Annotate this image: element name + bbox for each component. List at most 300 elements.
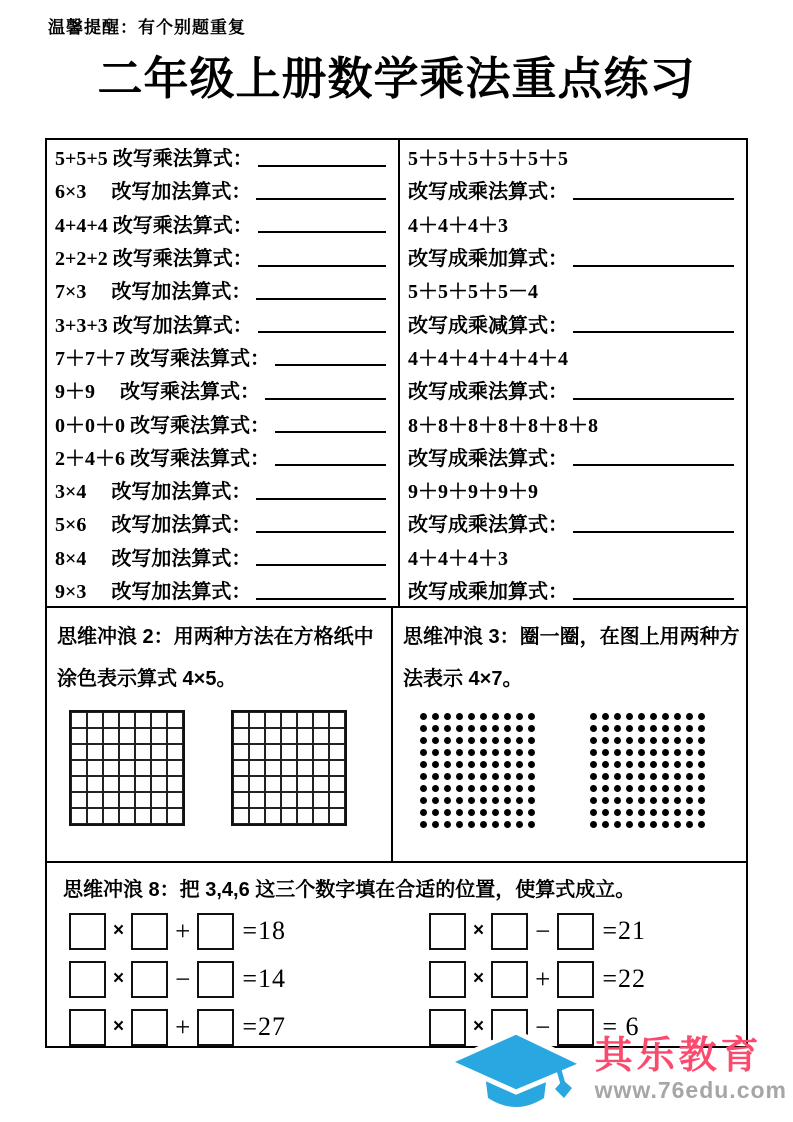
grid-cell[interactable]: [103, 728, 119, 744]
grid-cell[interactable]: [249, 776, 265, 792]
answer-blank[interactable]: [573, 265, 734, 267]
dot: [420, 749, 427, 756]
exercise-row: [400, 340, 746, 373]
grid-cell[interactable]: [265, 792, 281, 808]
dot: [420, 809, 427, 816]
grid-cell[interactable]: [281, 728, 297, 744]
answer-blank[interactable]: [256, 598, 386, 600]
grid-cell[interactable]: [71, 776, 87, 792]
dot: [480, 749, 487, 756]
dot-cell: [683, 782, 695, 794]
grid-cell[interactable]: [87, 808, 103, 824]
dot: [432, 713, 439, 720]
grid-cell[interactable]: [329, 728, 345, 744]
exercise-section: [47, 140, 746, 606]
grid-cell[interactable]: [135, 808, 151, 824]
grid-cell[interactable]: [167, 760, 183, 776]
grid-cell[interactable]: [151, 744, 167, 760]
grid-cell[interactable]: [71, 760, 87, 776]
grid-cell[interactable]: [103, 792, 119, 808]
dot: [650, 797, 657, 804]
coloring-grid[interactable]: [231, 710, 347, 826]
dot-cell: [489, 746, 501, 758]
grid-cell[interactable]: [103, 760, 119, 776]
dot-cell: [587, 770, 599, 782]
dot: [480, 797, 487, 804]
dot-cell: [501, 710, 513, 722]
grid-cell[interactable]: [87, 712, 103, 728]
dot-cell: [429, 770, 441, 782]
exercise-row: [47, 506, 398, 539]
grid-cell[interactable]: [265, 776, 281, 792]
brand-name: 其乐教育: [594, 1034, 763, 1077]
operator-sign: +: [175, 915, 191, 946]
dot: [504, 821, 511, 828]
answer-blank[interactable]: [256, 531, 386, 533]
dot: [650, 713, 657, 720]
dot-cell: [489, 770, 501, 782]
grid-cell[interactable]: [329, 744, 345, 760]
dot-cell: [623, 806, 635, 818]
grid-cell[interactable]: [151, 776, 167, 792]
grid-cell[interactable]: [249, 808, 265, 824]
grid-cell[interactable]: [313, 808, 329, 824]
fill-box[interactable]: [491, 961, 528, 998]
grid-cell[interactable]: [71, 712, 87, 728]
dot-cell: [659, 770, 671, 782]
grid-cell[interactable]: [119, 760, 135, 776]
dot: [686, 713, 693, 720]
answer-blank[interactable]: [258, 265, 386, 267]
answer-blank[interactable]: [256, 564, 386, 566]
dot-cell: [671, 722, 683, 734]
answer-blank[interactable]: [275, 464, 386, 466]
answer-blank[interactable]: [275, 431, 386, 433]
dot: [456, 809, 463, 816]
dot-cell: [623, 818, 635, 830]
grid-cell[interactable]: [135, 760, 151, 776]
dot: [638, 749, 645, 756]
dot: [590, 797, 597, 804]
dot-cell: [453, 806, 465, 818]
dot: [492, 713, 499, 720]
dot: [456, 797, 463, 804]
dot: [504, 797, 511, 804]
grid-cell[interactable]: [281, 744, 297, 760]
exercise-text: 5×6 改写加法算式：: [55, 514, 252, 537]
dot: [492, 749, 499, 756]
dot-grid[interactable]: [587, 710, 707, 830]
answer-blank[interactable]: [573, 398, 734, 400]
dot: [602, 761, 609, 768]
dot-cell: [647, 818, 659, 830]
dot: [468, 821, 475, 828]
grid-cell[interactable]: [87, 744, 103, 760]
dot-cell: [441, 818, 453, 830]
grid-cell[interactable]: [103, 712, 119, 728]
dot: [444, 713, 451, 720]
grid-cell[interactable]: [71, 728, 87, 744]
fill-box[interactable]: [557, 961, 594, 998]
dot: [590, 821, 597, 828]
dot-cell: [453, 818, 465, 830]
grid-cell[interactable]: [233, 792, 249, 808]
grid-cell[interactable]: [329, 760, 345, 776]
dot-cell: [477, 794, 489, 806]
answer-blank[interactable]: [256, 298, 386, 300]
fill-box[interactable]: [429, 961, 466, 998]
grid-cell[interactable]: [87, 776, 103, 792]
answer-blank[interactable]: [258, 165, 386, 167]
dot-cell: [683, 722, 695, 734]
grid-cell[interactable]: [87, 728, 103, 744]
grid-cell[interactable]: [281, 792, 297, 808]
dot: [492, 797, 499, 804]
dot: [698, 797, 705, 804]
fill-box[interactable]: [557, 913, 594, 950]
exercise-text: 2+2+2 改写乘法算式：: [55, 248, 253, 271]
grid-cell[interactable]: [313, 744, 329, 760]
dot-cell: [587, 818, 599, 830]
grid-cell[interactable]: [297, 792, 313, 808]
answer-blank[interactable]: [573, 331, 734, 333]
dot-cell: [441, 806, 453, 818]
grid-cell[interactable]: [167, 712, 183, 728]
dot: [444, 821, 451, 828]
equation-row: [69, 912, 405, 950]
answer-blank[interactable]: [265, 398, 386, 400]
dot: [626, 821, 633, 828]
brand-url[interactable]: www.76edu.com: [594, 1077, 787, 1104]
dot: [480, 737, 487, 744]
dot-cell: [513, 746, 525, 758]
dot: [590, 785, 597, 792]
grid-cell[interactable]: [87, 760, 103, 776]
grid-cell[interactable]: [297, 712, 313, 728]
dot-cell: [525, 734, 537, 746]
dot: [590, 713, 597, 720]
grid-cell[interactable]: [313, 728, 329, 744]
fill-box[interactable]: [197, 961, 234, 998]
grid-cell[interactable]: [313, 760, 329, 776]
dot-cell: [513, 794, 525, 806]
grid-cell[interactable]: [233, 728, 249, 744]
dot: [456, 749, 463, 756]
exercise-row: [47, 173, 398, 206]
dot-cell: [417, 710, 429, 722]
exercise-text: 4+4+4 改写乘法算式：: [55, 214, 253, 237]
dot: [528, 713, 535, 720]
exercise-text: 5+5+5 改写乘法算式：: [55, 148, 253, 171]
dot: [456, 725, 463, 732]
exercise-text: 6×3 改写加法算式：: [55, 181, 252, 204]
dot: [420, 797, 427, 804]
exercise-text: 9×3 改写加法算式：: [55, 581, 252, 603]
grid-cell[interactable]: [103, 808, 119, 824]
dot-cell: [659, 746, 671, 758]
dot-cell: [525, 806, 537, 818]
dot: [674, 761, 681, 768]
grid-cell[interactable]: [151, 760, 167, 776]
answer-blank[interactable]: [256, 198, 386, 200]
dot: [614, 773, 621, 780]
grid-cell[interactable]: [233, 776, 249, 792]
answer-blank[interactable]: [573, 464, 734, 466]
dot-cell: [599, 734, 611, 746]
grid-cell[interactable]: [297, 744, 313, 760]
grid-cell[interactable]: [135, 744, 151, 760]
dot: [662, 785, 669, 792]
grid-cell[interactable]: [135, 792, 151, 808]
exercise-text: 7＋7＋7 改写乘法算式：: [55, 347, 270, 370]
dot: [468, 797, 475, 804]
dot: [444, 761, 451, 768]
grid-cell[interactable]: [167, 792, 183, 808]
grid-cell[interactable]: [281, 776, 297, 792]
answer-blank[interactable]: [573, 198, 734, 200]
answer-blank[interactable]: [256, 498, 386, 500]
dot-cell: [695, 806, 707, 818]
grid-cell[interactable]: [135, 776, 151, 792]
dot: [662, 725, 669, 732]
dot: [504, 749, 511, 756]
grid-cell[interactable]: [297, 776, 313, 792]
dot: [444, 725, 451, 732]
grid-cell[interactable]: [313, 776, 329, 792]
dot-cell: [501, 722, 513, 734]
dot-cell: [417, 794, 429, 806]
operator-sign: −: [175, 963, 191, 994]
grid-cell[interactable]: [329, 792, 345, 808]
operator-sign: −: [535, 915, 551, 946]
grid-cell[interactable]: [103, 776, 119, 792]
dot-cell: [659, 794, 671, 806]
grid-cell[interactable]: [71, 792, 87, 808]
dot-cell: [647, 782, 659, 794]
dot-cell: [659, 758, 671, 770]
grid-cell[interactable]: [151, 712, 167, 728]
dot: [686, 725, 693, 732]
dot-cell: [489, 806, 501, 818]
grid-cell[interactable]: [167, 728, 183, 744]
dot: [456, 737, 463, 744]
dot-cell: [441, 710, 453, 722]
dot: [650, 773, 657, 780]
dot: [480, 713, 487, 720]
exercise-row: [47, 440, 398, 473]
dot-cell: [465, 710, 477, 722]
dot: [614, 749, 621, 756]
dot-cell: [599, 794, 611, 806]
grid-cell[interactable]: [329, 808, 345, 824]
grid-cell[interactable]: [71, 808, 87, 824]
dot: [528, 797, 535, 804]
fill-box[interactable]: [131, 1009, 168, 1046]
fill-box[interactable]: [491, 913, 528, 950]
exercise-row: [400, 207, 746, 240]
dot-cell: [501, 770, 513, 782]
fill-box[interactable]: [69, 961, 106, 998]
dot: [602, 737, 609, 744]
grid-cell[interactable]: [119, 728, 135, 744]
dot-cell: [671, 806, 683, 818]
grid-cell[interactable]: [265, 760, 281, 776]
dot: [662, 797, 669, 804]
dot-cell: [599, 758, 611, 770]
grid-cell[interactable]: [233, 744, 249, 760]
dot-cell: [501, 758, 513, 770]
exercise-row: [47, 373, 398, 406]
equation-row: [69, 1008, 405, 1046]
dot-cell: [429, 710, 441, 722]
grid-cell[interactable]: [265, 808, 281, 824]
fill-box[interactable]: [429, 913, 466, 950]
grid-cell[interactable]: [313, 712, 329, 728]
grid-cell[interactable]: [151, 808, 167, 824]
dot: [444, 809, 451, 816]
fill-box[interactable]: [131, 961, 168, 998]
grid-cell[interactable]: [167, 808, 183, 824]
dot-cell: [611, 818, 623, 830]
dot-cell: [477, 770, 489, 782]
exercise-row: [47, 240, 398, 273]
dot: [432, 749, 439, 756]
grid-cell[interactable]: [281, 808, 297, 824]
answer-blank[interactable]: [275, 364, 386, 366]
grid-cell[interactable]: [265, 728, 281, 744]
dot: [674, 797, 681, 804]
dot-cell: [611, 746, 623, 758]
grid-cell[interactable]: [119, 776, 135, 792]
grid-cell[interactable]: [313, 792, 329, 808]
dot-cell: [489, 794, 501, 806]
grid-cell[interactable]: [249, 760, 265, 776]
dot-cell: [441, 746, 453, 758]
dot-cell: [525, 710, 537, 722]
fill-box[interactable]: [69, 1009, 106, 1046]
grid-cell[interactable]: [151, 792, 167, 808]
dot: [614, 809, 621, 816]
dot: [602, 713, 609, 720]
dot: [686, 749, 693, 756]
dot-cell: [671, 770, 683, 782]
grid-cell[interactable]: [297, 808, 313, 824]
equation-result: =21: [602, 916, 647, 945]
dot: [468, 713, 475, 720]
grid-cell[interactable]: [135, 712, 151, 728]
grid-cell[interactable]: [233, 760, 249, 776]
exercise-text: 3×4 改写加法算式：: [55, 481, 252, 504]
grid-cell[interactable]: [249, 728, 265, 744]
grid-cell[interactable]: [119, 792, 135, 808]
answer-blank[interactable]: [573, 531, 734, 533]
dot-cell: [623, 782, 635, 794]
grid-cell[interactable]: [329, 712, 345, 728]
exercise-row: [400, 540, 746, 573]
dot: [650, 785, 657, 792]
dot: [516, 809, 523, 816]
dot-cell: [623, 722, 635, 734]
grid-cell[interactable]: [329, 776, 345, 792]
dot-cell: [695, 710, 707, 722]
dot: [432, 821, 439, 828]
dot: [492, 809, 499, 816]
grid-cell[interactable]: [249, 744, 265, 760]
fill-box[interactable]: [69, 913, 106, 950]
dot-cell: [525, 794, 537, 806]
dot: [662, 749, 669, 756]
dot: [602, 773, 609, 780]
dot: [504, 725, 511, 732]
grid-cell[interactable]: [249, 792, 265, 808]
dot: [602, 821, 609, 828]
grid-cell[interactable]: [297, 760, 313, 776]
grid-cell[interactable]: [87, 792, 103, 808]
dot: [480, 809, 487, 816]
fill-box[interactable]: [131, 913, 168, 950]
dot: [638, 773, 645, 780]
grid-cell[interactable]: [71, 744, 87, 760]
grid-cell[interactable]: [281, 712, 297, 728]
grid-cell[interactable]: [297, 728, 313, 744]
dot: [468, 725, 475, 732]
dot: [674, 725, 681, 732]
dot-cell: [635, 794, 647, 806]
grid-cell[interactable]: [281, 760, 297, 776]
grid-cell[interactable]: [151, 728, 167, 744]
dot-cell: [683, 794, 695, 806]
grid-cell[interactable]: [135, 728, 151, 744]
grid-cell[interactable]: [265, 712, 281, 728]
grid-cell[interactable]: [233, 712, 249, 728]
grid-cell[interactable]: [119, 712, 135, 728]
dot-cell: [453, 782, 465, 794]
grid-cell[interactable]: [167, 744, 183, 760]
exercise-row: [400, 573, 746, 606]
dot: [614, 737, 621, 744]
graduation-cap-icon: [441, 1024, 591, 1116]
dot-cell: [671, 794, 683, 806]
answer-blank[interactable]: [573, 598, 734, 600]
dot: [516, 797, 523, 804]
dot-grid[interactable]: [417, 710, 537, 830]
dot: [638, 761, 645, 768]
equation-row: [429, 960, 646, 998]
dot: [432, 761, 439, 768]
grid-cell[interactable]: [265, 744, 281, 760]
dot: [444, 749, 451, 756]
dot: [492, 821, 499, 828]
dot: [420, 713, 427, 720]
grid-cell[interactable]: [119, 744, 135, 760]
dot-cell: [587, 782, 599, 794]
dot-cell: [647, 734, 659, 746]
answer-blank[interactable]: [258, 331, 386, 333]
fill-box[interactable]: [197, 1009, 234, 1046]
grid-cell[interactable]: [119, 808, 135, 824]
dot: [528, 785, 535, 792]
grid-cell[interactable]: [233, 808, 249, 824]
grid-cell[interactable]: [249, 712, 265, 728]
fill-box[interactable]: [197, 913, 234, 950]
grid-cell[interactable]: [167, 776, 183, 792]
coloring-grid[interactable]: [69, 710, 185, 826]
dot: [626, 797, 633, 804]
grid-cell[interactable]: [103, 744, 119, 760]
dot: [590, 725, 597, 732]
dot: [516, 773, 523, 780]
answer-blank[interactable]: [258, 231, 386, 233]
